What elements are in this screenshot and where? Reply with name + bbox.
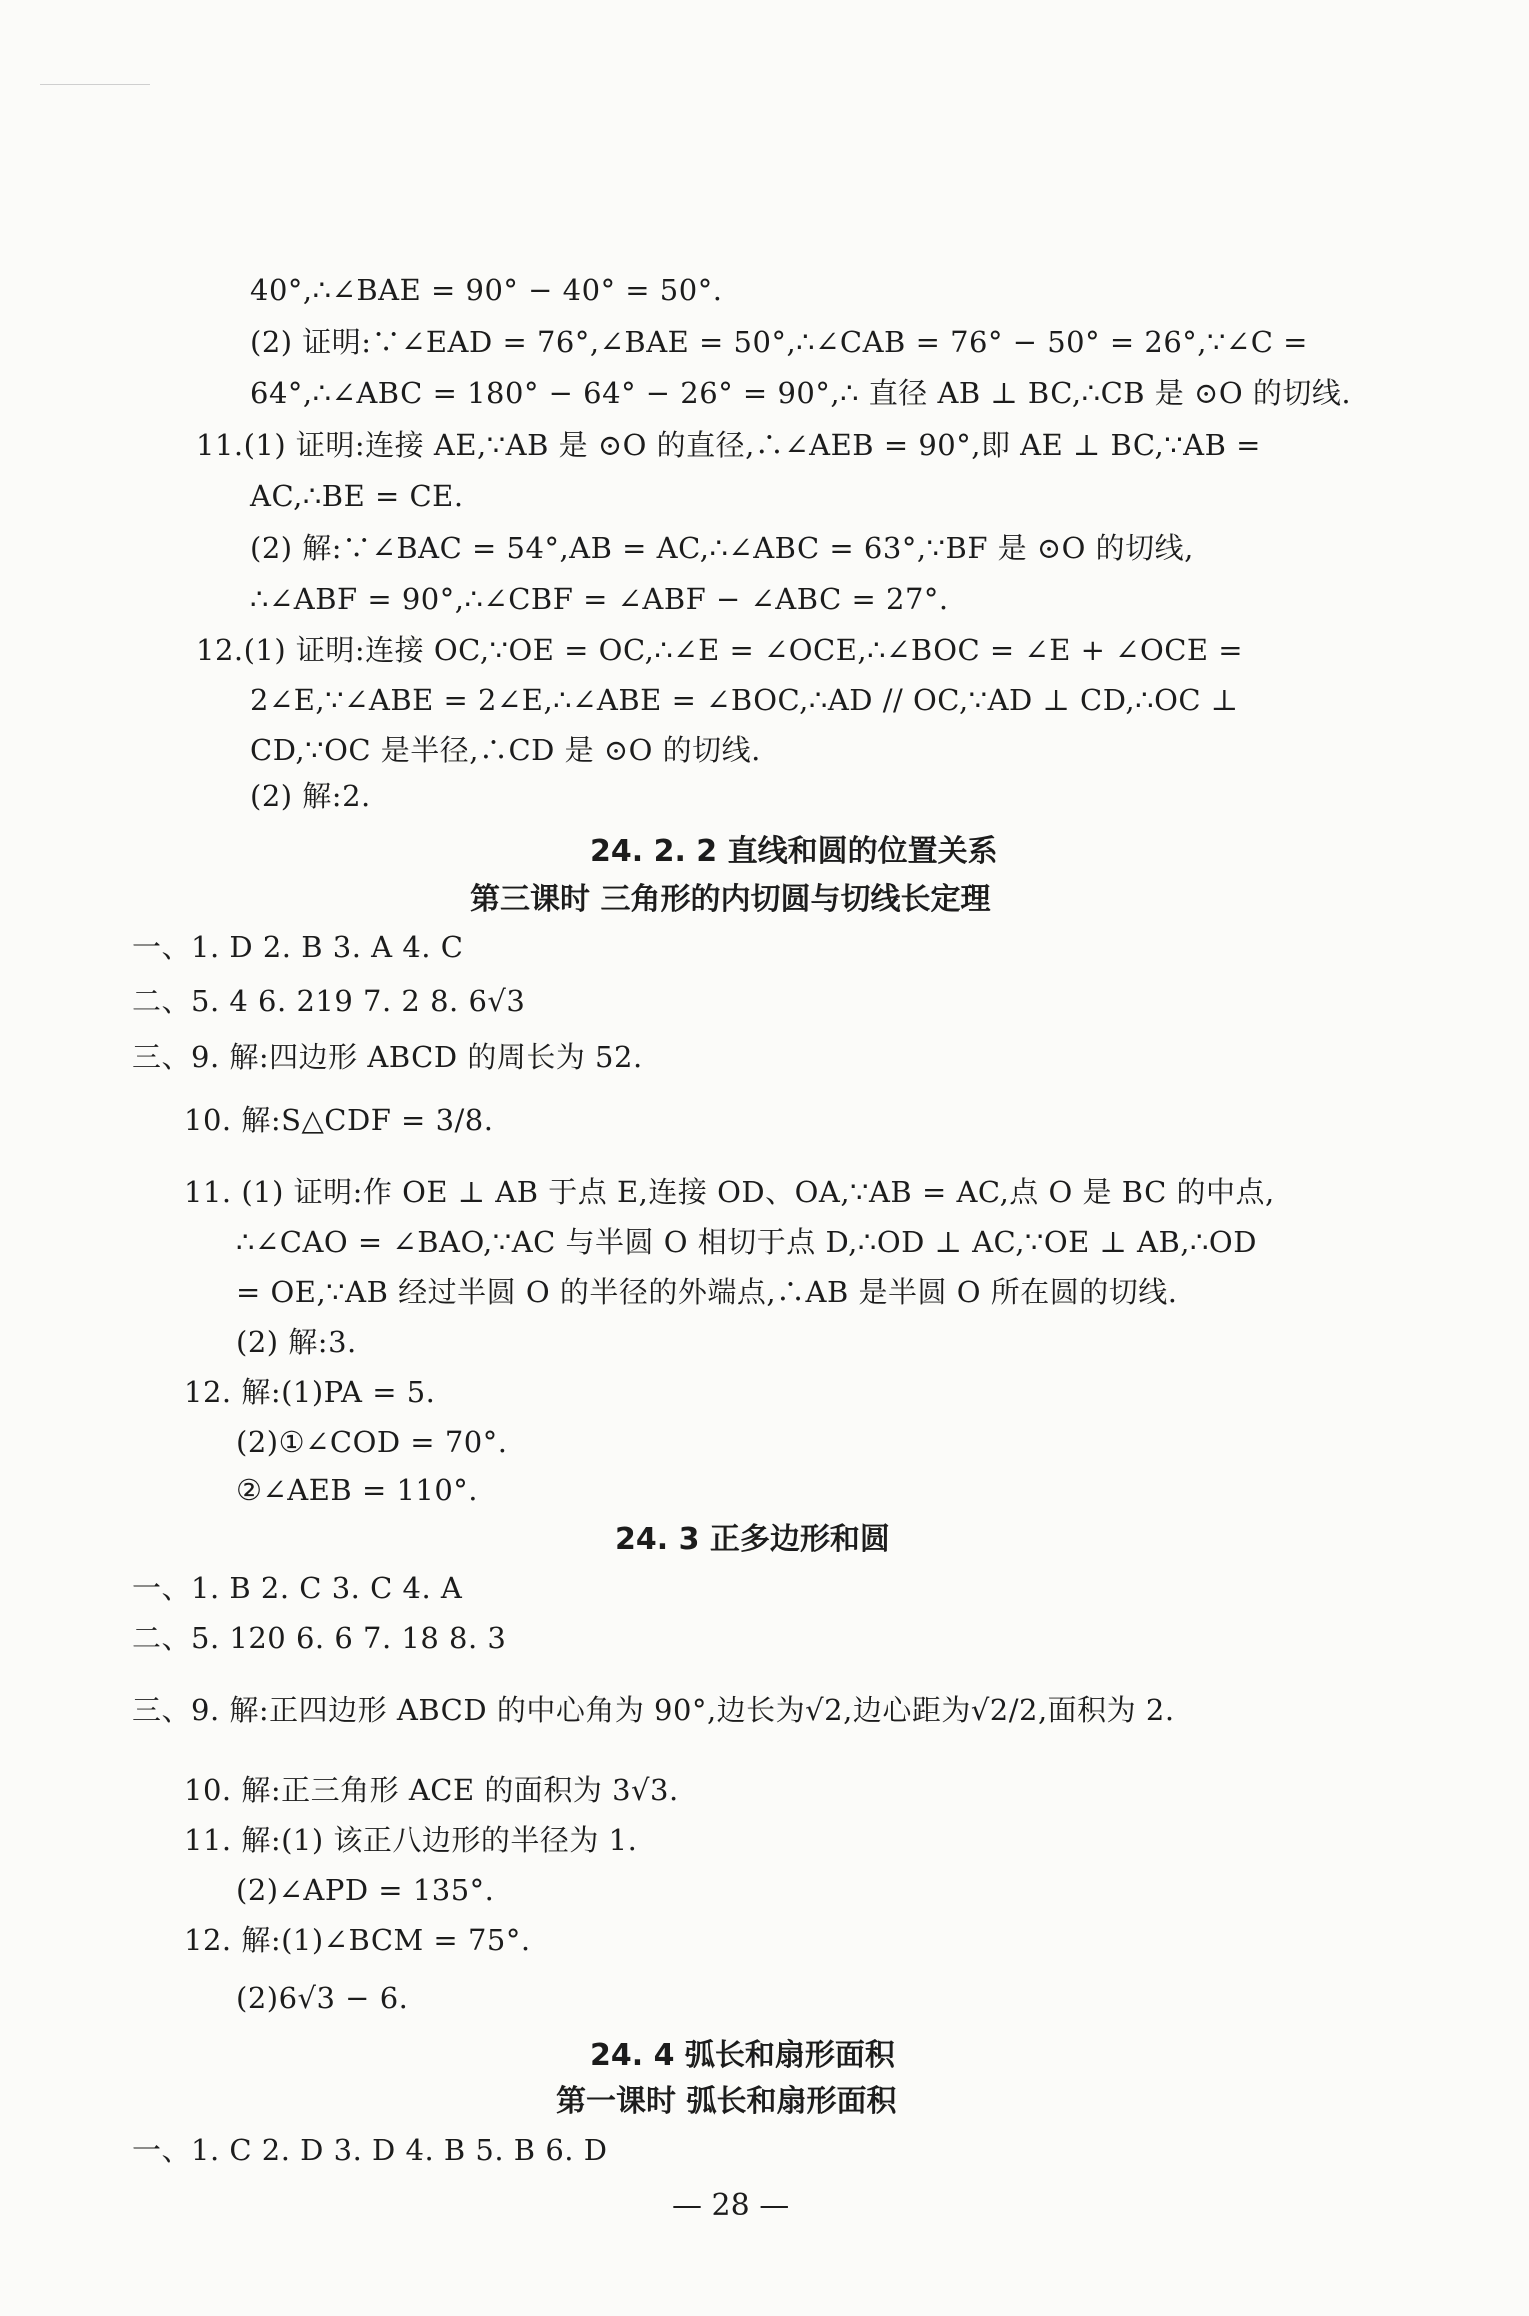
answer-line: 10. 解:S△CDF = 3/8. [184, 1103, 494, 1137]
answer-line: 二、5. 4 6. 219 7. 2 8. 6√3 [132, 984, 526, 1018]
answer-line: 11. (1) 证明:作 OE ⊥ AB 于点 E,连接 OD、OA,∵AB = AC,点 O 是 BC 的中点, [184, 1175, 1275, 1209]
section-heading: 24. 2. 2 直线和圆的位置关系 [590, 834, 998, 869]
answer-line: ②∠AEB = 110°. [236, 1473, 479, 1507]
answer-line: 11. 解:(1) 该正八边形的半径为 1. [184, 1823, 638, 1857]
answer-line: 一、1. D 2. B 3. A 4. C [132, 930, 464, 964]
answer-line: CD,∵OC 是半径,∴CD 是 ⊙O 的切线. [250, 733, 761, 767]
answer-line: ∴∠CAO = ∠BAO,∵AC 与半圆 O 相切于点 D,∴OD ⊥ AC,∵OE ⊥ AB,∴OD [236, 1225, 1257, 1259]
answer-line: 40°,∴∠BAE = 90° − 40° = 50°. [250, 273, 723, 307]
answer-line: (2) 解:3. [236, 1325, 357, 1359]
answer-line: = OE,∵AB 经过半圆 O 的半径的外端点,∴AB 是半圆 O 所在圆的切线. [236, 1275, 1178, 1309]
page-number: — 28 — [672, 2188, 790, 2223]
answer-line: (2) 解:2. [250, 779, 371, 813]
answer-line: 64°,∴∠ABC = 180° − 64° − 26° = 90°,∴ 直径 AB ⊥ BC,∴CB 是 ⊙O 的切线. [250, 376, 1352, 410]
answer-line: (2)∠APD = 135°. [236, 1873, 495, 1907]
answer-line: 12. 解:(1)∠BCM = 75°. [184, 1923, 531, 1957]
answer-line: 11.(1) 证明:连接 AE,∵AB 是 ⊙O 的直径,∴∠AEB = 90°,即 AE ⊥ BC,∵AB = [196, 428, 1261, 462]
answer-line: 2∠E,∵∠ABE = 2∠E,∴∠ABE = ∠BOC,∴AD // OC,∵AD ⊥ CD,∴OC ⊥ [250, 683, 1239, 717]
answer-line: 三、9. 解:四边形 ABCD 的周长为 52. [132, 1040, 643, 1074]
answer-line: ∴∠ABF = 90°,∴∠CBF = ∠ABF − ∠ABC = 27°. [250, 582, 949, 616]
answer-line: 12.(1) 证明:连接 OC,∵OE = OC,∴∠E = ∠OCE,∴∠BOC = ∠E + ∠OCE = [196, 633, 1244, 667]
answer-line: (2)①∠COD = 70°. [236, 1425, 508, 1459]
answer-line: 一、1. C 2. D 3. D 4. B 5. B 6. D [132, 2133, 608, 2167]
lesson-heading: 第三课时 三角形的内切圆与切线长定理 [470, 882, 991, 917]
answer-line: 一、1. B 2. C 3. C 4. A [132, 1571, 463, 1605]
answer-line: (2)6√3 − 6. [236, 1981, 409, 2015]
answer-line: 三、9. 解:正四边形 ABCD 的中心角为 90°,边长为√2,边心距为√2/2,面积为 2. [132, 1693, 1175, 1727]
answer-line: (2) 证明:∵∠EAD = 76°,∠BAE = 50°,∴∠CAB = 76° − 50° = 26°,∵∠C = [250, 325, 1308, 359]
scan-dash-mark [40, 84, 150, 85]
section-heading: 24. 3 正多边形和圆 [615, 1522, 890, 1557]
lesson-heading: 第一课时 弧长和扇形面积 [556, 2084, 897, 2119]
answer-line: AC,∴BE = CE. [250, 479, 464, 513]
section-heading: 24. 4 弧长和扇形面积 [590, 2038, 895, 2073]
answer-line: 10. 解:正三角形 ACE 的面积为 3√3. [184, 1773, 679, 1807]
answer-line: 12. 解:(1)PA = 5. [184, 1375, 436, 1409]
answer-line: (2) 解:∵∠BAC = 54°,AB = AC,∴∠ABC = 63°,∵BF 是 ⊙O 的切线, [250, 531, 1194, 565]
answer-line: 二、5. 120 6. 6 7. 18 8. 3 [132, 1621, 507, 1655]
